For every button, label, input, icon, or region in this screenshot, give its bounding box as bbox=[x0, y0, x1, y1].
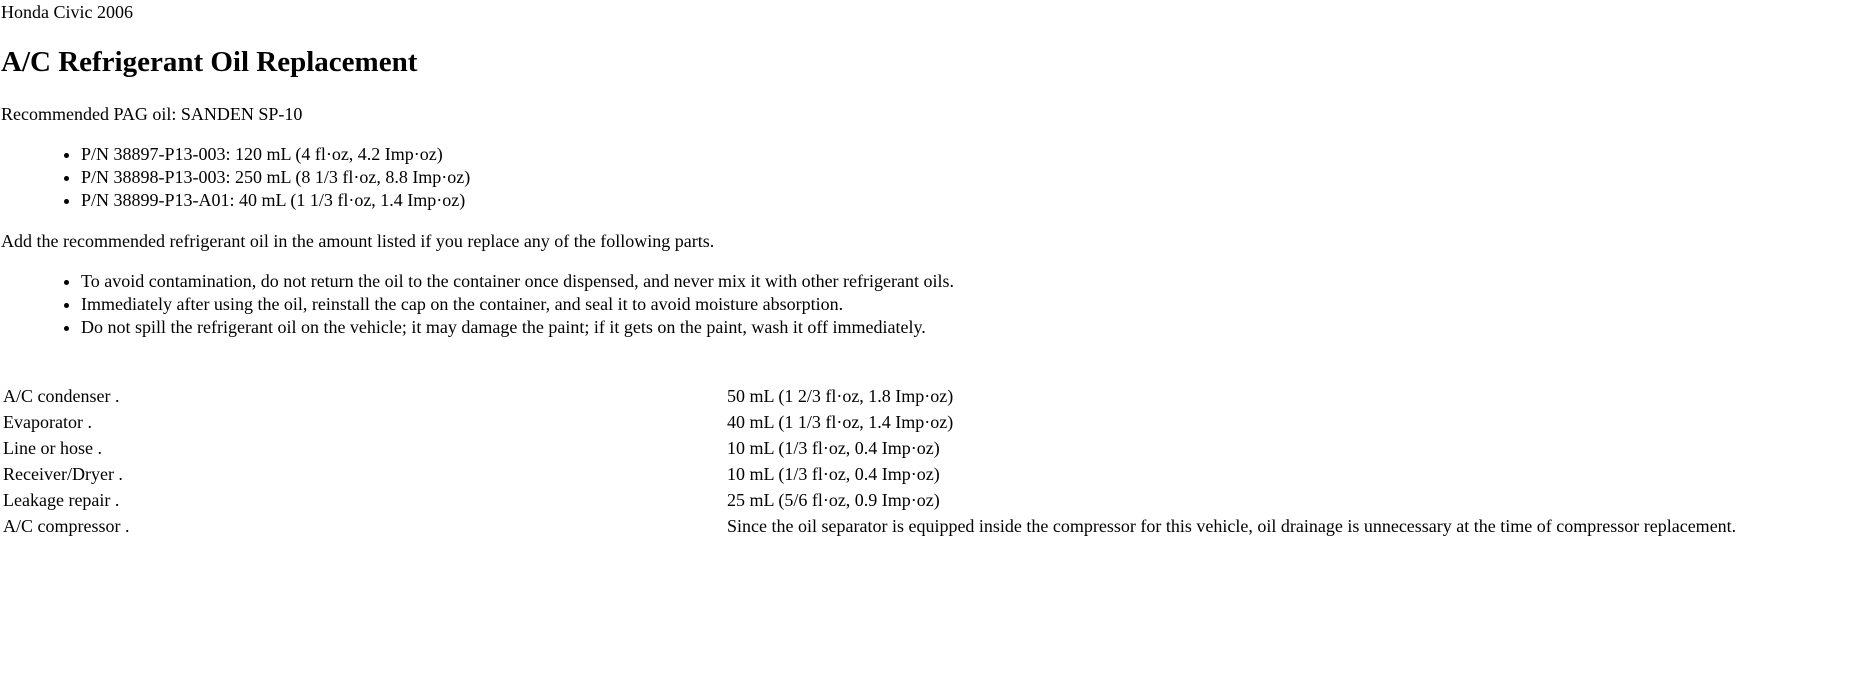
list-item: • To avoid contamination, do not return the oil to the container once dispensed, and never mix it with other refrigerant oils. bbox=[81, 270, 1856, 293]
part-name: Leakage repair . bbox=[3, 490, 120, 510]
recommended-oil: Recommended PAG oil: SANDEN SP-10 bbox=[1, 104, 303, 124]
part-number-list bbox=[1, 143, 1856, 212]
add-instruction: Add the recommended refrigerant oil in the amount listed if you replace any of the following parts. bbox=[1, 231, 715, 251]
oil-amount-table bbox=[1, 383, 1855, 539]
part-name: A/C compressor . bbox=[3, 516, 130, 536]
oil-amount: Since the oil separator is equipped inside the compressor for this vehicle, oil drainage is unnecessary at the time of compressor replacement. bbox=[727, 516, 1737, 536]
table-row bbox=[1, 383, 1855, 409]
oil-amount: 10 mL (1/3 fl·oz, 0.4 Imp·oz) bbox=[727, 438, 940, 458]
list-item: • Immediately after using the oil, reinstall the cap on the container, and seal it to avoid moisture absorption. bbox=[81, 293, 1856, 316]
oil-amount: 50 mL (1 2/3 fl·oz, 1.8 Imp·oz) bbox=[727, 386, 954, 406]
page-title: A/C Refrigerant Oil Replacement bbox=[1, 46, 418, 78]
part-name: Line or hose . bbox=[3, 438, 102, 458]
oil-amount: 10 mL (1/3 fl·oz, 0.4 Imp·oz) bbox=[727, 464, 940, 484]
list-item: • Do not spill the refrigerant oil on the vehicle; it may damage the paint; if it gets on the paint, wash it off immediately. bbox=[81, 316, 1856, 339]
table-row bbox=[1, 409, 1855, 435]
part-name: Evaporator . bbox=[3, 412, 92, 432]
list-item: • P/N 38899-P13-A01: 40 mL (1 1/3 fl·oz, 1.4 Imp·oz) bbox=[81, 189, 1856, 212]
part-name: Receiver/Dryer . bbox=[3, 464, 123, 484]
table-row bbox=[1, 461, 1855, 487]
part-name: A/C condenser . bbox=[3, 386, 120, 406]
table-row bbox=[1, 513, 1855, 539]
table-row bbox=[1, 487, 1855, 513]
list-item: • P/N 38897-P13-003: 120 mL (4 fl·oz, 4.2 Imp·oz) bbox=[81, 143, 1856, 166]
list-item: • P/N 38898-P13-003: 250 mL (8 1/3 fl·oz, 8.8 Imp·oz) bbox=[81, 166, 1856, 189]
caution-list bbox=[1, 270, 1856, 339]
vehicle-name: Honda Civic 2006 bbox=[1, 2, 133, 22]
oil-amount: 40 mL (1 1/3 fl·oz, 1.4 Imp·oz) bbox=[727, 412, 954, 432]
table-row bbox=[1, 435, 1855, 461]
oil-amount: 25 mL (5/6 fl·oz, 0.9 Imp·oz) bbox=[727, 490, 940, 510]
